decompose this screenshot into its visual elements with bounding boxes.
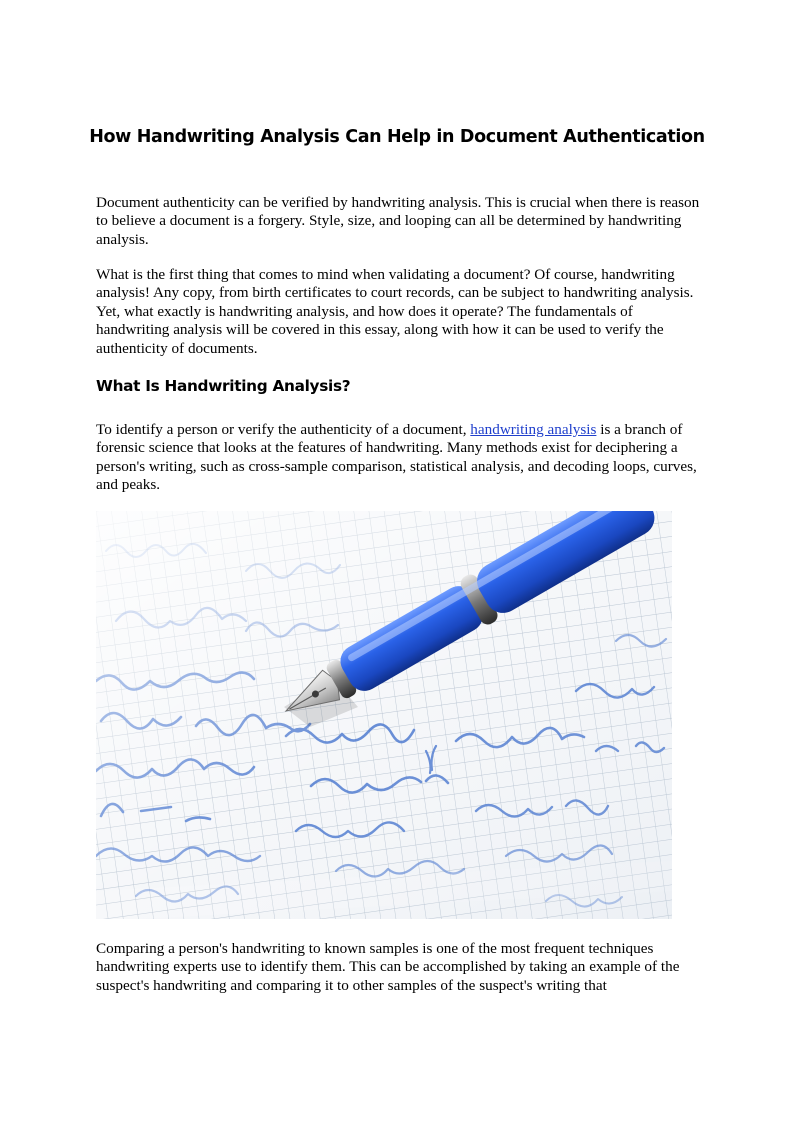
handwriting-analysis-link[interactable]: handwriting analysis <box>470 421 597 438</box>
paragraph-definition-text-before: To identify a person or verify the authenticity of a document, <box>96 421 471 438</box>
paragraph-question: What is the first thing that comes to mind when validating a document? Of course, handwriting analysis! Any copy, from birth certificates to court records, can be subject to handwriting analysis. Yet, what exactly is handwriting analysis, and how does it operate? The fundamentals of handwriting analysis will be covered in this essay, along with how it can be used to verify the authenticity of documents. <box>96 266 694 357</box>
paper-light-shading <box>96 511 672 919</box>
document-title: How Handwriting Analysis Can Help in Document Authentication <box>89 127 705 147</box>
section-heading: What Is Handwriting Analysis? <box>96 377 351 395</box>
paragraph-comparison: Comparing a person's handwriting to known samples is one of the most frequent techniques handwriting experts use to identify them. This can be accomplished by taking an example of the suspect's handwriting and comparing it to other samples of the suspect's writing that <box>96 940 680 994</box>
paragraph-intro: Document authenticity can be verified by handwriting analysis. This is crucial when there is reason to believe a document is a forgery. Style, size, and looping can all be determined by handwriting analysis. <box>96 194 700 248</box>
paragraph-definition <box>96 421 702 495</box>
fountain-pen-handwriting-image <box>96 511 672 919</box>
paragraph-definition-text-after: is a branch of forensic science that looks at the features of handwriting. Many methods exist for deciphering a person's writing, such as cross-sample comparison, statistical analysis, and decoding loops, curves, and peaks. <box>96 421 697 494</box>
